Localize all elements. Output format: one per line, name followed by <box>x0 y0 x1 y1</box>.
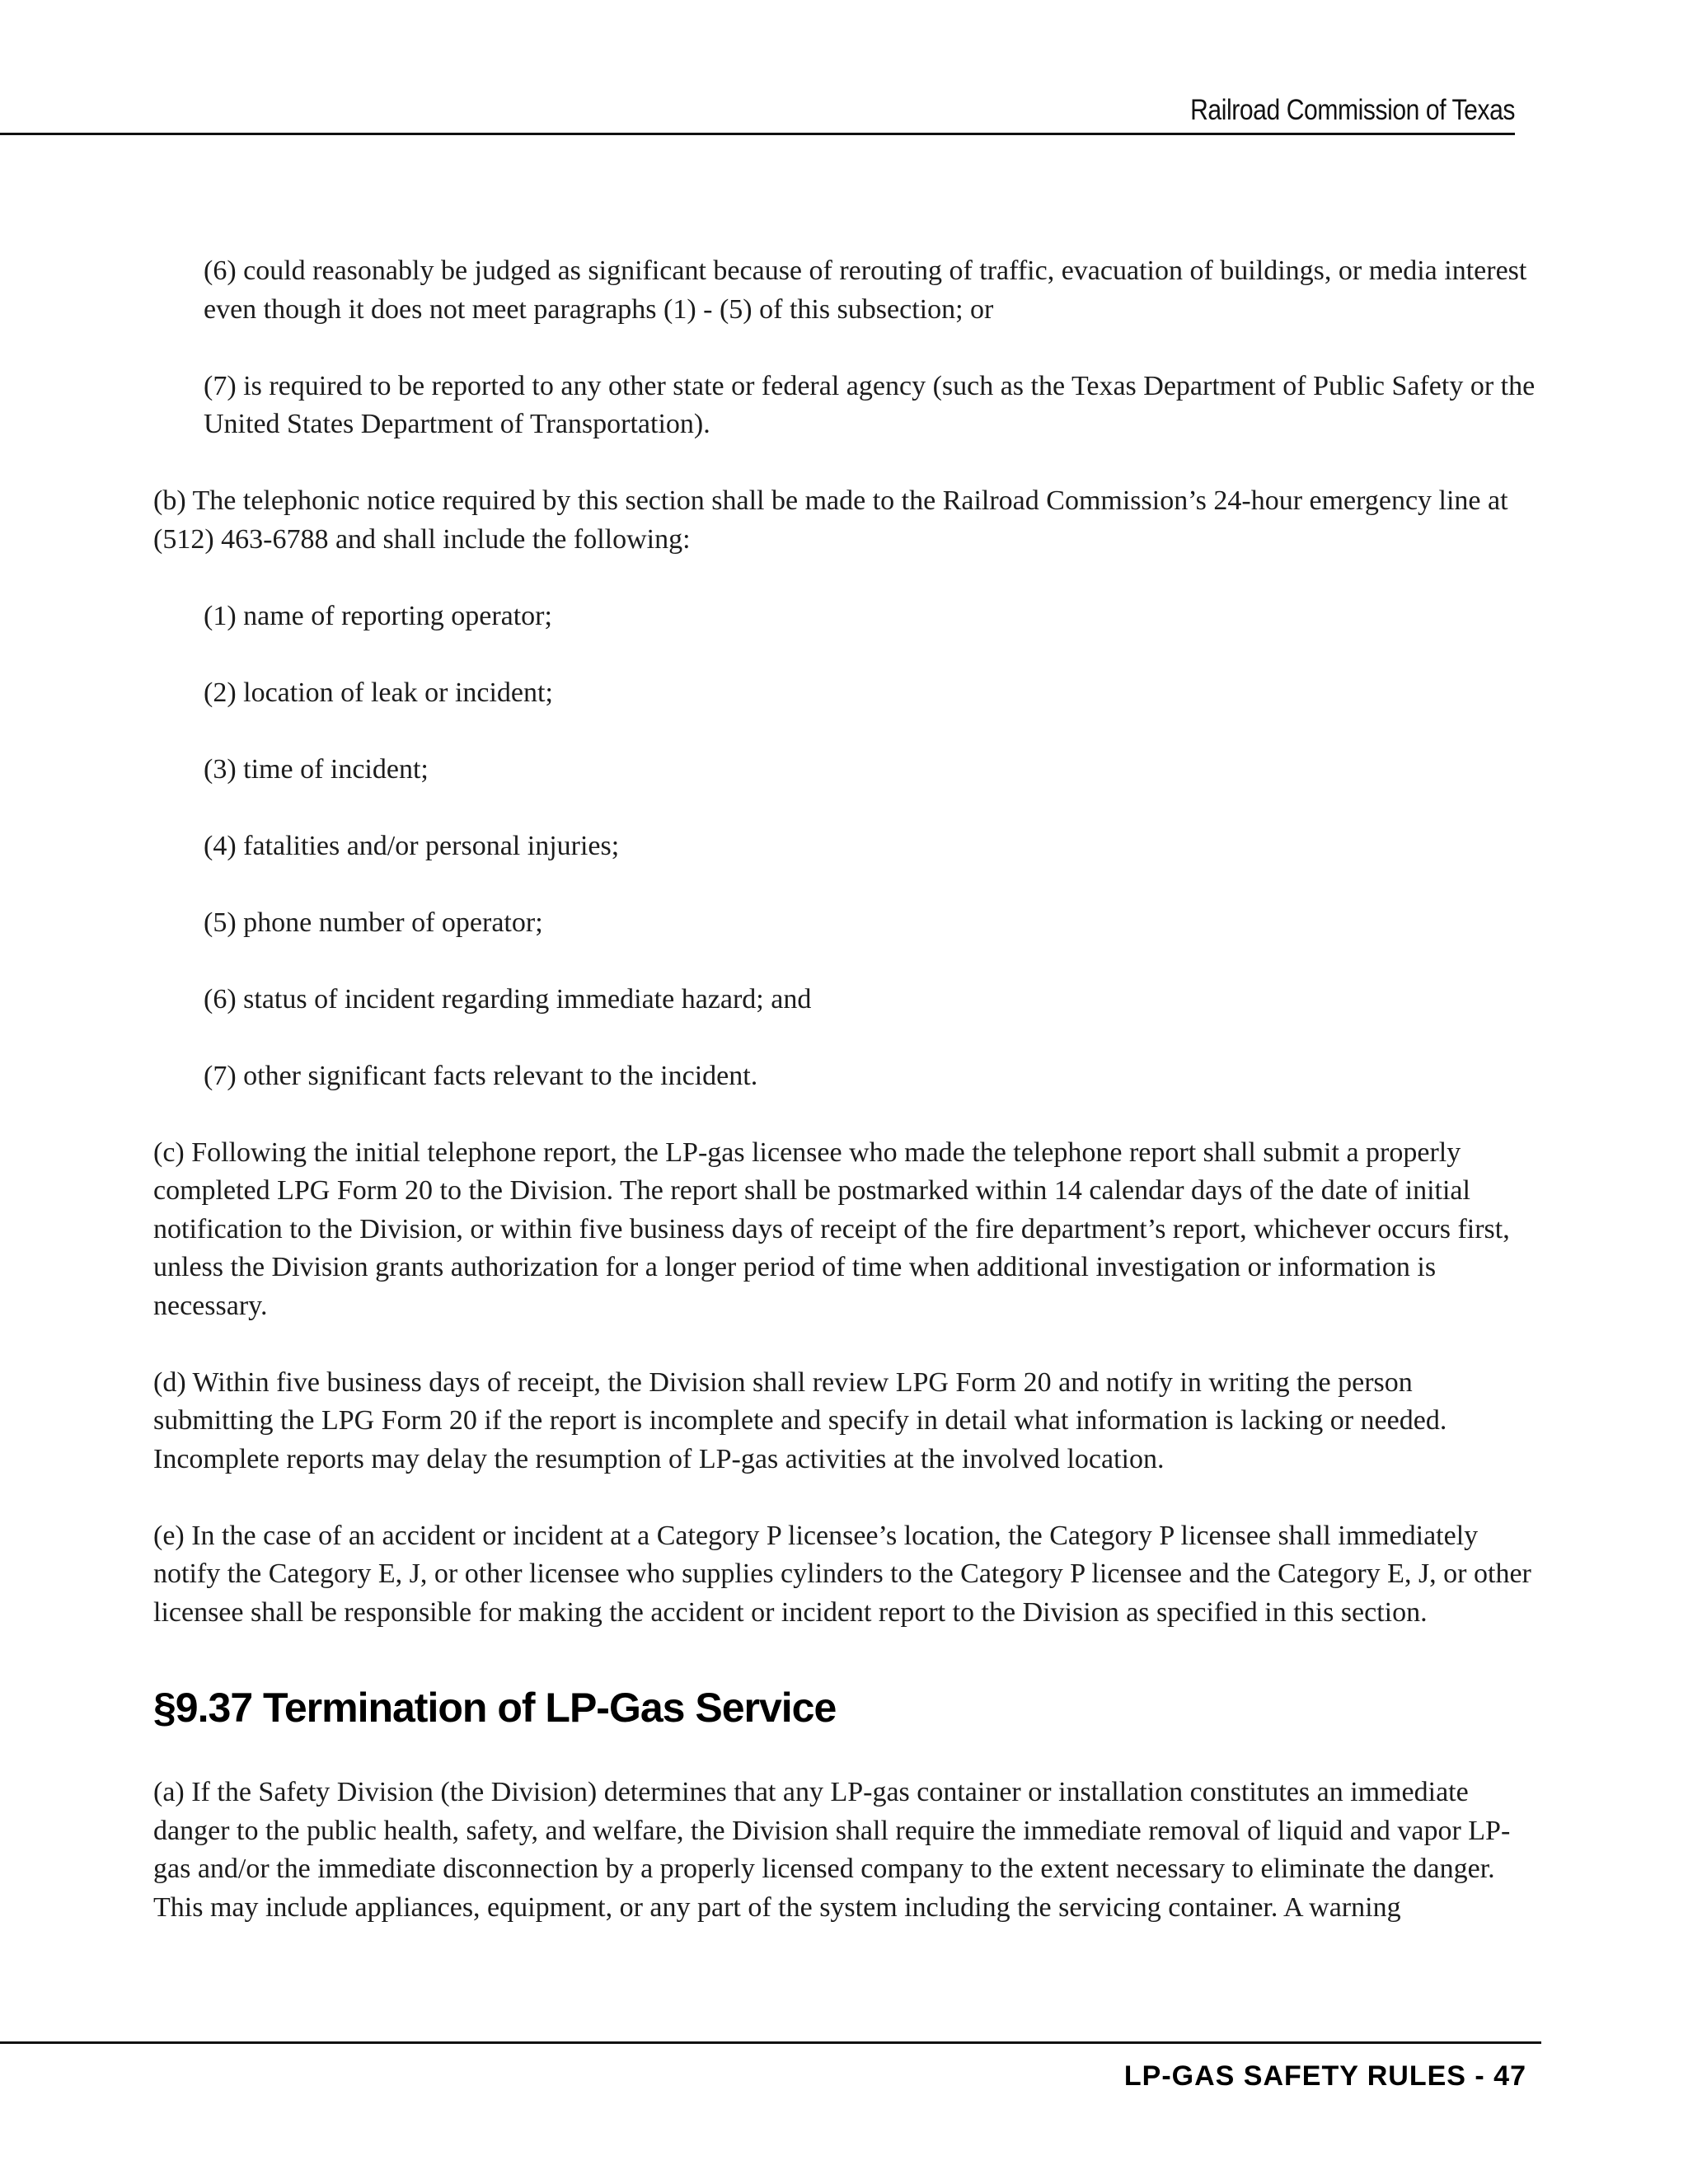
paragraph-a7: (7) is required to be reported to any other state or federal agency (such as the Texas Department of Public Safety or the United States Department of Transportation). <box>204 370 1536 439</box>
list-item-b3: (3) time of incident; <box>204 753 429 785</box>
header-title: Railroad Commission of Texas <box>1190 94 1515 126</box>
footer-page-label: LP-GAS SAFETY RULES - 47 <box>1123 2060 1526 2092</box>
paragraph-e: (e) In the case of an accident or incident at a Category P licensee’s location, the Category P licensee shall immediately notify the Category E, J, or other licensee who supplies cylinders to the Category P licensee and the Category E, J, or other licensee shall be responsible for making the accident or incident report to the Division as specified in this section. <box>153 1520 1531 1628</box>
document-body <box>153 252 1538 1927</box>
section-paragraph-a: (a) If the Safety Division (the Division) determines that any LP-gas container or installation constitutes an immediate danger to the public health, safety, and welfare, the Division shall require the immediate removal of liquid and vapor LP-gas and/or the immediate disconnection by a properly licensed company to the extent necessary to eliminate the danger. This may include appliances, equipment, or any part of the system including the servicing container. A warning <box>153 1777 1511 1923</box>
paragraph-c: (c) Following the initial telephone report, the LP-gas licensee who made the telephone report shall submit a properly completed LPG Form 20 to the Division. The report shall be postmarked within 14 calendar days of the date of initial notification to the Division, or within five business days of receipt of the fire department’s report, whichever occurs first, unless the Division grants authorization for a longer period of time when additional investigation or information is necessary. <box>153 1137 1510 1321</box>
header-rule <box>0 133 1515 135</box>
list-item-b6: (6) status of incident regarding immediate hazard; and <box>204 983 812 1015</box>
list-item-b4: (4) fatalities and/or personal injuries; <box>204 830 620 861</box>
section-heading: §9.37 Termination of LP-Gas Service <box>153 1685 837 1731</box>
page-header <box>0 0 1688 140</box>
list-item-b2: (2) location of leak or incident; <box>204 677 553 708</box>
paragraph-d: (d) Within five business days of receipt, the Division shall review LPG Form 20 and notify in writing the person submitting the LPG Form 20 if the report is incomplete and specify in detail what information is lacking or needed. Incomplete reports may delay the resumption of LP-gas activities at the involved location. <box>153 1366 1447 1474</box>
list-item-b7: (7) other significant facts relevant to the incident. <box>204 1060 758 1091</box>
paragraph-a6: (6) could reasonably be judged as significant because of rerouting of traffic, evacuation of buildings, or media interest even though it does not meet paragraphs (1) - (5) of this subsection; or <box>204 255 1527 325</box>
list-item-b1: (1) name of reporting operator; <box>204 600 552 631</box>
list-item-b5: (5) phone number of operator; <box>204 907 543 938</box>
paragraph-b: (b) The telephonic notice required by this section shall be made to the Railroad Commission’s 24-hour emergency line at (512) 463-6788 and shall include the following: <box>153 485 1508 555</box>
footer-rule <box>0 2041 1541 2044</box>
